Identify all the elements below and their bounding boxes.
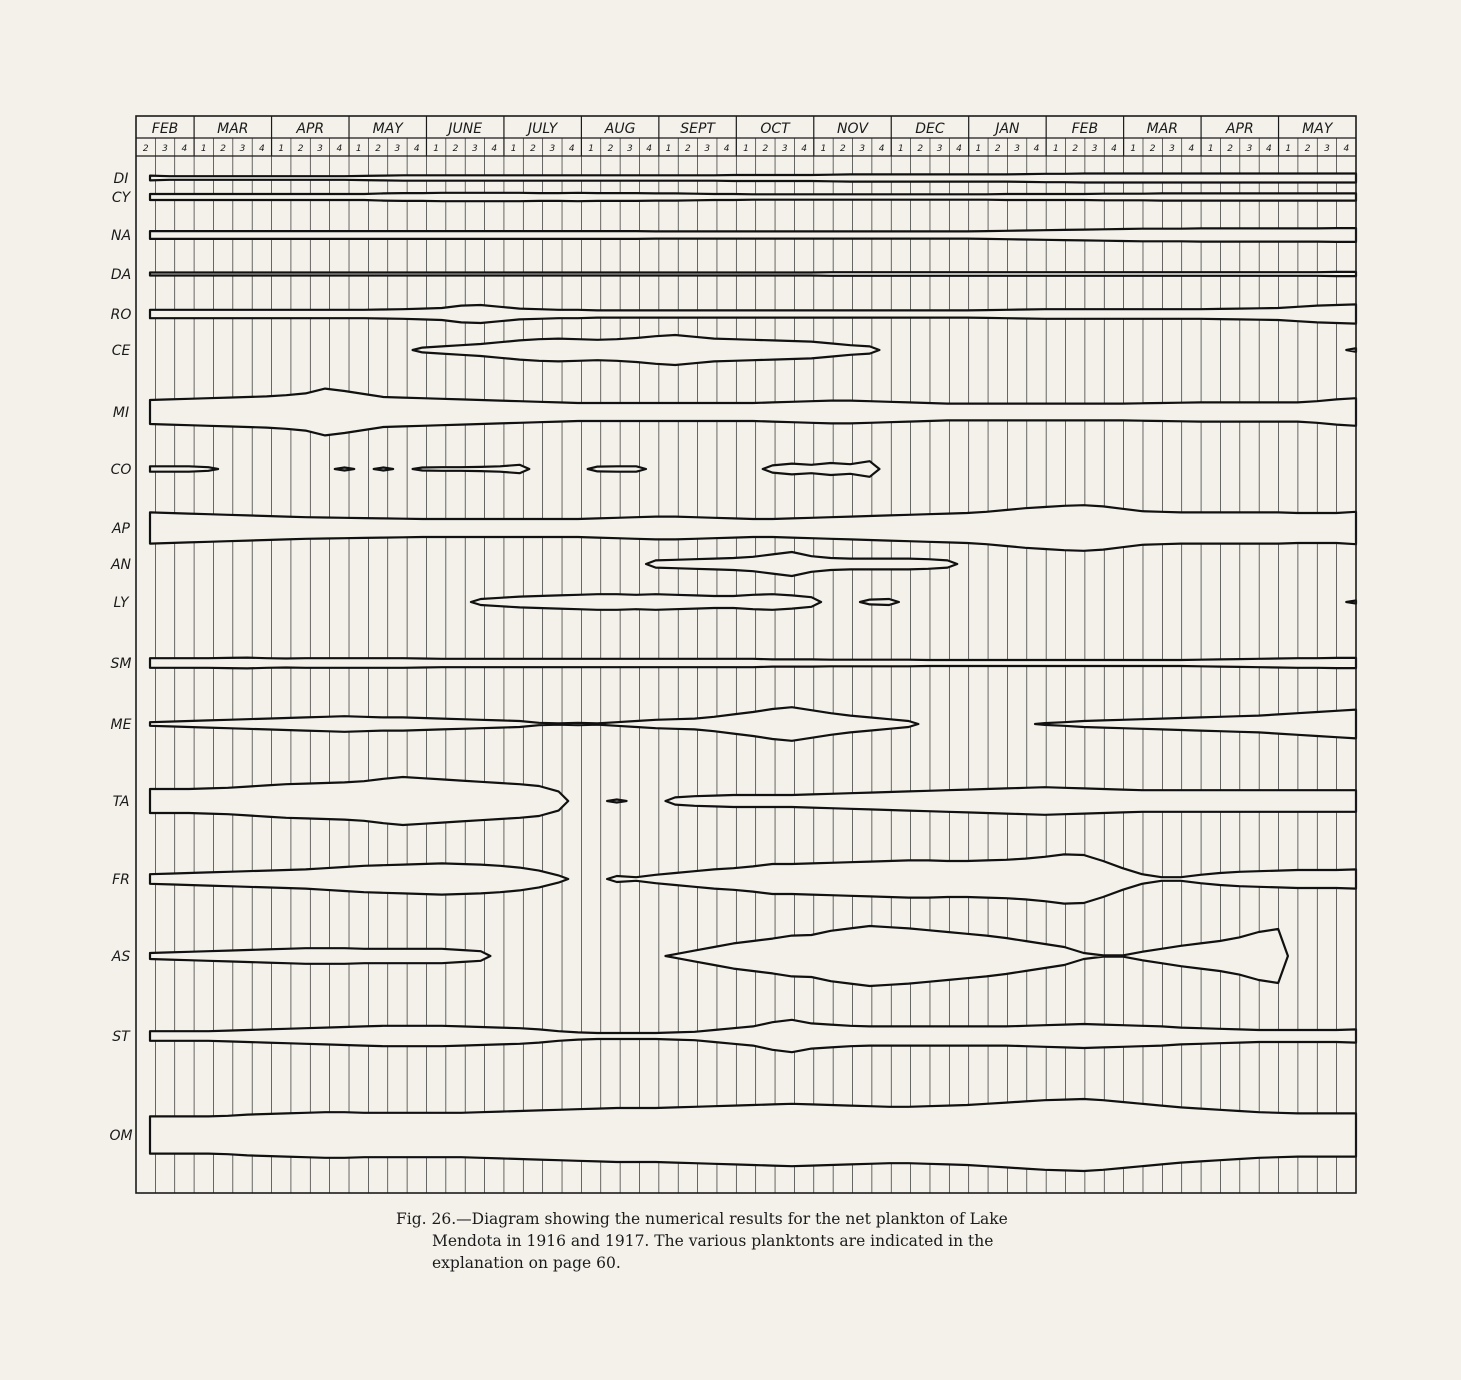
series-shape-me	[150, 707, 918, 741]
week-label: 2	[375, 144, 381, 154]
week-label: 1	[278, 144, 285, 154]
week-label: 2	[994, 144, 1001, 154]
week-label: 2	[452, 144, 459, 154]
week-label: 2	[220, 144, 227, 154]
week-label: 4	[1033, 144, 1040, 154]
week-label: 2	[839, 144, 846, 154]
series-shape-ly	[1346, 601, 1356, 604]
series-shape-me	[1035, 710, 1356, 739]
week-label: 4	[1343, 144, 1350, 154]
row-label-fr: FR	[112, 872, 130, 888]
series-shape-mi	[150, 389, 1356, 436]
month-label: MAY	[372, 121, 403, 137]
week-label: 2	[917, 144, 924, 154]
row-labels	[109, 171, 132, 1144]
week-label: 4	[956, 144, 962, 154]
month-header	[136, 116, 1356, 156]
week-label: 3	[936, 144, 943, 154]
caption-line-3: explanation on page 60.	[432, 1254, 621, 1272]
week-label: 1	[665, 144, 672, 154]
week-label: 2	[607, 144, 614, 154]
series-shape-ap	[150, 505, 1356, 551]
series-shape-fr	[150, 863, 568, 894]
week-label: 1	[433, 144, 440, 154]
week-label: 3	[781, 144, 788, 154]
week-label: 1	[1207, 144, 1214, 154]
series-shape-ly	[860, 599, 899, 605]
month-label: JULY	[527, 121, 558, 137]
week-label: 3	[859, 144, 866, 154]
caption-line-1: Fig. 26.—Diagram showing the numerical results for the net plankton of Lake	[396, 1210, 1008, 1228]
week-label: 2	[762, 144, 769, 154]
month-label: FEB	[151, 121, 179, 137]
series-shapes	[150, 174, 1356, 1172]
series-shape-ta	[150, 777, 568, 825]
series-shape-co	[588, 466, 646, 471]
series-shape-na	[150, 228, 1356, 242]
month-label: JAN	[995, 121, 1020, 137]
week-label: 1	[743, 144, 749, 154]
week-label: 3	[626, 144, 633, 154]
week-label: 4	[1265, 144, 1272, 154]
week-label: 1	[588, 144, 594, 154]
week-label: 3	[1014, 144, 1020, 154]
series-shape-da	[150, 272, 1356, 276]
week-label: 3	[472, 144, 478, 154]
month-label: OCT	[760, 121, 790, 137]
series-shape-co	[763, 461, 880, 477]
series-shape-fr	[607, 854, 1356, 903]
week-label: 3	[317, 144, 323, 154]
series-shape-ro	[150, 304, 1356, 323]
week-label: 2	[297, 144, 304, 154]
series-shape-as	[665, 926, 1287, 986]
week-label: 4	[1188, 144, 1195, 154]
series-shape-om	[150, 1099, 1356, 1171]
week-label: 4	[259, 144, 265, 154]
row-label-an: AN	[110, 557, 132, 573]
row-label-co: CO	[110, 462, 132, 478]
series-shape-ly	[471, 594, 821, 610]
caption-line-2: Mendota in 1916 and 1917. The various planktonts are indicated in the	[432, 1232, 994, 1250]
month-label: APR	[296, 121, 325, 137]
week-label: 4	[1111, 144, 1117, 154]
month-label: APR	[1225, 121, 1254, 137]
week-label: 2	[1227, 144, 1233, 154]
series-shape-di	[150, 174, 1356, 183]
week-label: 1	[975, 144, 982, 154]
month-label: MAR	[217, 121, 249, 137]
row-label-me: ME	[110, 717, 132, 733]
series-shape-st	[150, 1020, 1356, 1052]
row-label-ta: TA	[112, 794, 130, 810]
month-label: MAY	[1302, 121, 1333, 137]
week-label: 3	[549, 144, 556, 154]
week-label: 2	[1072, 144, 1079, 154]
month-label: MAR	[1146, 121, 1179, 137]
month-label: FEB	[1071, 121, 1099, 137]
row-label-ce: CE	[111, 343, 131, 359]
row-label-mi: MI	[112, 405, 130, 421]
month-label: SEPT	[680, 121, 715, 137]
week-label: 4	[181, 144, 188, 154]
week-label: 1	[1052, 144, 1059, 154]
month-label: AUG	[604, 121, 636, 137]
month-label: JUNE	[448, 121, 483, 137]
row-label-cy: CY	[111, 190, 131, 206]
week-label: 2	[1149, 144, 1156, 154]
week-label: 1	[355, 144, 362, 154]
series-shape-ta	[665, 787, 1356, 815]
week-label: 1	[820, 144, 827, 154]
week-label: 1	[898, 144, 904, 154]
row-label-sm: SM	[110, 656, 132, 672]
row-label-di: DI	[113, 171, 129, 187]
row-label-ro: RO	[110, 307, 132, 323]
week-label: 3	[239, 144, 246, 154]
series-shape-co	[413, 465, 530, 473]
week-label: 3	[1169, 144, 1175, 154]
week-label: 4	[801, 144, 807, 154]
series-shape-co	[150, 466, 218, 471]
series-shape-co	[335, 468, 354, 471]
week-label: 4	[336, 144, 343, 154]
week-label: 4	[646, 144, 653, 154]
series-shape-co	[374, 468, 393, 471]
week-label: 3	[704, 144, 711, 154]
week-label: 3	[1324, 144, 1330, 154]
week-label: 4	[413, 144, 420, 154]
row-label-as: AS	[111, 949, 131, 965]
week-label: 1	[1285, 144, 1292, 154]
row-label-da: DA	[110, 267, 132, 283]
series-shape-as	[150, 948, 490, 964]
figure-caption	[396, 1208, 1086, 1274]
series-shape-ta	[607, 800, 626, 803]
month-label: NOV	[836, 121, 869, 137]
series-shape-ce	[413, 335, 880, 365]
week-label: 1	[200, 144, 207, 154]
series-shape-cy	[150, 193, 1356, 201]
row-label-ly: LY	[113, 595, 129, 611]
week-label: 4	[723, 144, 730, 154]
row-label-ap: AP	[111, 521, 131, 537]
week-label: 4	[878, 144, 885, 154]
week-label: 1	[510, 144, 517, 154]
week-label: 2	[1304, 144, 1311, 154]
week-label: 3	[1246, 144, 1253, 154]
week-label: 2	[530, 144, 536, 154]
week-label: 1	[1130, 144, 1137, 154]
row-label-na: NA	[110, 228, 132, 244]
week-label: 3	[1091, 144, 1098, 154]
week-label: 2	[142, 144, 149, 154]
row-label-om: OM	[109, 1128, 133, 1144]
series-shape-ce	[1346, 348, 1356, 352]
week-label: 2	[685, 144, 691, 154]
week-label: 3	[394, 144, 401, 154]
week-label: 4	[568, 144, 575, 154]
series-shape-sm	[150, 658, 1356, 669]
month-label: DEC	[915, 121, 945, 137]
row-label-st: ST	[112, 1029, 130, 1045]
week-label: 4	[491, 144, 498, 154]
week-label: 3	[162, 144, 168, 154]
